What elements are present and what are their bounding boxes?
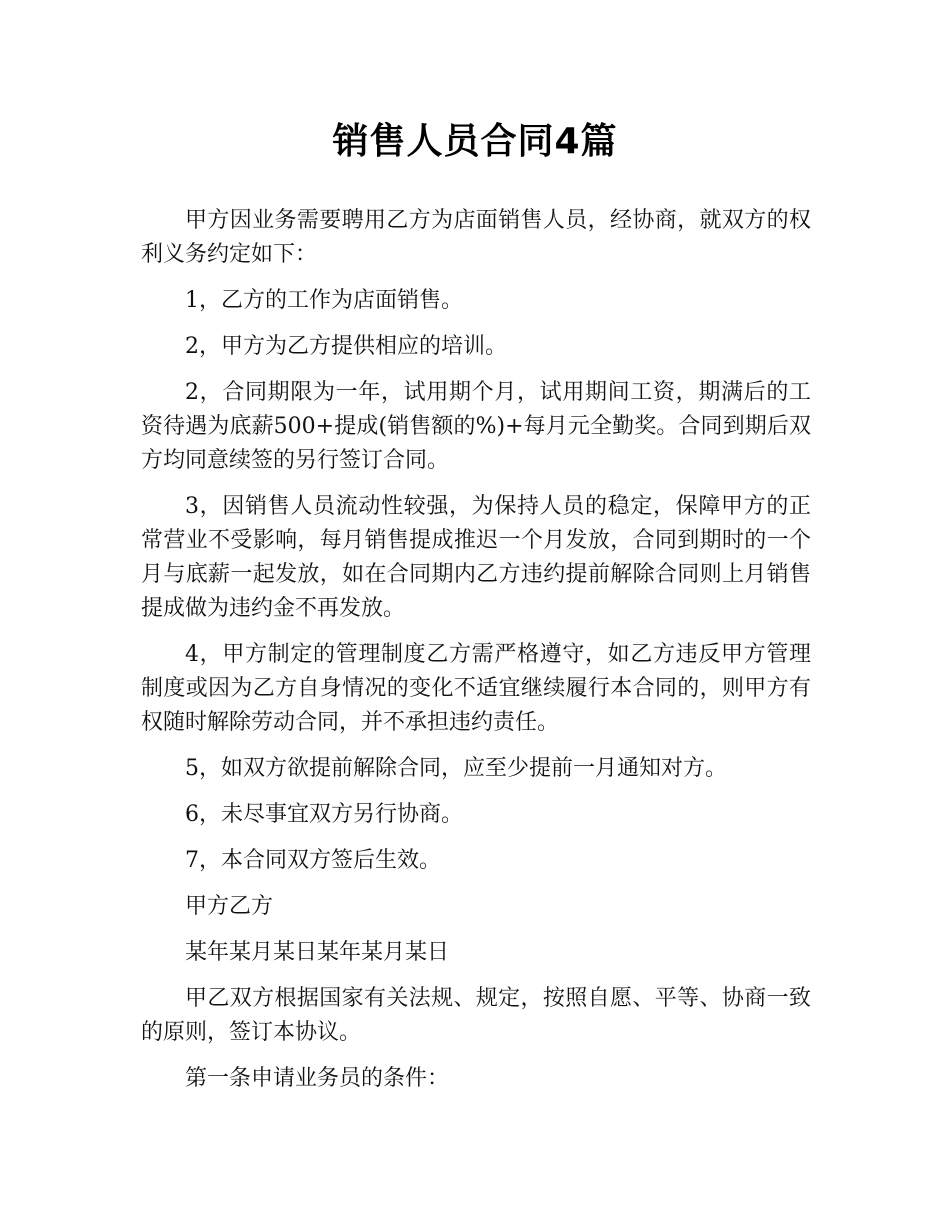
clause-3-paragraph: 3，因销售人员流动性较强，为保持人员的稳定，保障甲方的正常营业不受影响，每月销售提成推迟一个月发放，合同到期时的一个月与底薪一起发放，如在合同期内乙方违约提前解除合同则上月销售提成做为违约金不再发放。: [141, 494, 811, 621]
signature-dates-line: 某年某月某日某年某月某日: [185, 940, 450, 965]
signature-parties-line: 甲方乙方: [185, 894, 274, 919]
clause-2-term-paragraph: 2，合同期限为一年，试用期个月，试用期间工资，期满后的工资待遇为底薪500+提成(销售额的%)+每月元全勤奖。合同到期后双方均同意续签的另行签订合同。: [141, 380, 811, 473]
intro-paragraph: 甲方因业务需要聘用乙方为店面销售人员，经协商，就双方的权利义务约定如下：: [141, 208, 811, 267]
clause-7-paragraph: 7，本合同双方签后生效。: [185, 848, 441, 873]
clause-2-training-paragraph: 2，甲方为乙方提供相应的培训。: [185, 334, 507, 359]
clause-6-paragraph: 6，未尽事宜双方另行协商。: [185, 802, 463, 827]
clause-4-paragraph: 4，甲方制定的管理制度乙方需严格遵守，如乙方违反甲方管理制度或因为乙方自身情况的变化不适宜继续履行本合同的，则甲方有权随时解除劳动合同，并不承担违约责任。: [141, 642, 811, 735]
clause-5-paragraph: 5，如双方欲提前解除合同，应至少提前一月通知对方。: [185, 756, 727, 781]
agreement-intro-paragraph: 甲乙双方根据国家有关法规、规定，按照自愿、平等、协商一致的原则，签订本协议。: [141, 986, 811, 1045]
clause-1-paragraph: 1，乙方的工作为店面销售。: [185, 288, 463, 313]
document-title: 销售人员合同4篇: [332, 121, 618, 162]
document-body: [141, 204, 811, 1108]
article-1-heading: 第一条申请业务员的条件：: [185, 1066, 450, 1091]
